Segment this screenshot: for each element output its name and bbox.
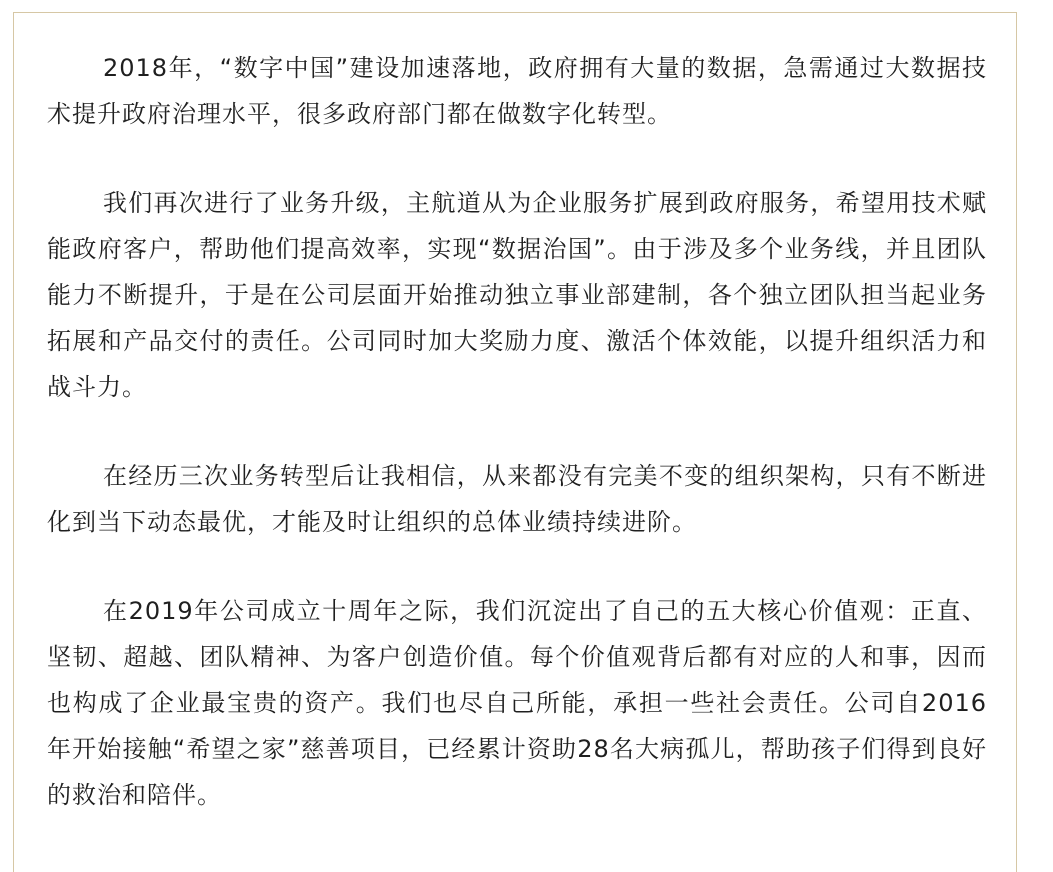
paragraph-3: 在经历三次业务转型后让我相信，从来都没有完美不变的组织架构，只有不断进化到当下动态最优，才能及时让组织的总体业绩持续进阶。 bbox=[47, 462, 987, 536]
paragraph-2: 我们再次进行了业务升级，主航道从为企业服务扩展到政府服务，希望用技术赋能政府客户，帮助他们提高效率，实现“数据治国”。由于涉及多个业务线，并且团队能力不断提升，于是在公司层面开始推动独立事业部建制，各个独立团队担当起业务拓展和产品交付的责任。公司同时加大奖励力度、激活个体效能，以提升组织活力和战斗力。 bbox=[47, 189, 987, 401]
paragraph-1: 2018年，“数字中国”建设加速落地，政府拥有大量的数据，急需通过大数据技术提升政府治理水平，很多政府部门都在做数字化转型。 bbox=[47, 54, 987, 128]
article-body bbox=[47, 45, 987, 861]
paragraph-4: 在2019年公司成立十周年之际，我们沉淀出了自己的五大核心价值观：正直、坚韧、超越、团队精神、为客户创造价值。每个价值观背后都有对应的人和事，因而也构成了企业最宝贵的资产。我们也尽自己所能，承担一些社会责任。公司自2016年开始接触“希望之家”慈善项目，已经累计资助28名大病孤儿，帮助孩子们得到良好的救治和陪伴。 bbox=[47, 597, 987, 809]
